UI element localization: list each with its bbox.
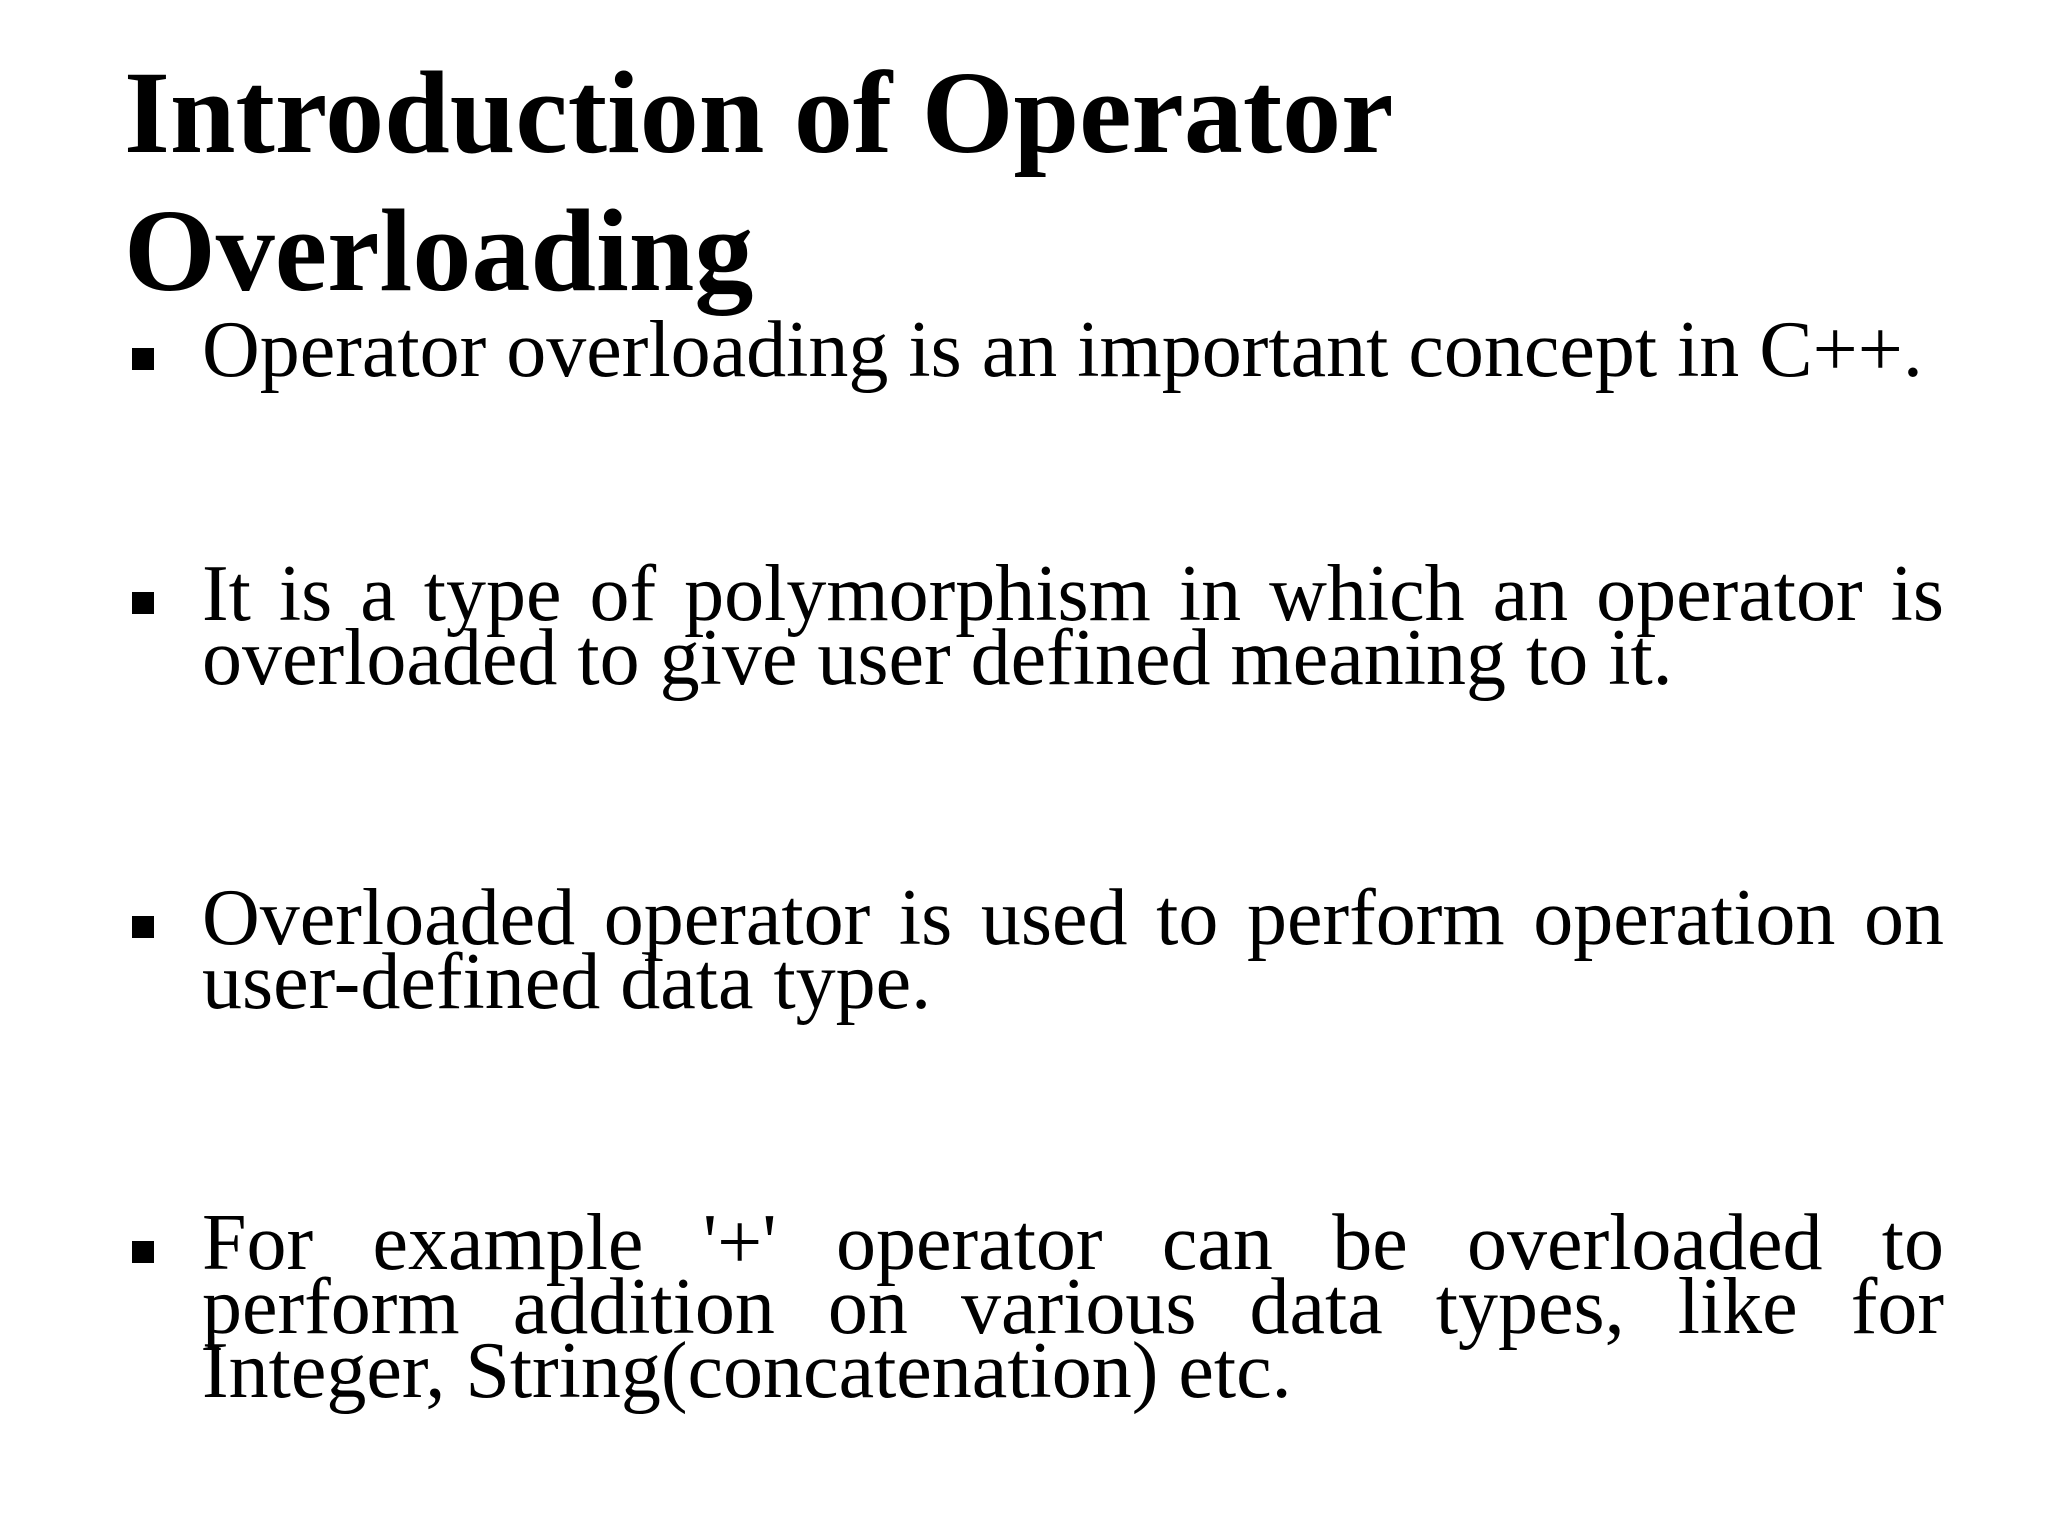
square-bullet-icon [132,592,154,614]
square-bullet-icon [132,348,154,370]
bullet-text-4: For example '+' operator can be overloaded to perform addition on various data types, like for Integer, String(concatenation) etc. [202,1199,1944,1415]
square-bullet-icon [132,916,154,938]
bullet-text-2: It is a type of polymorphism in which an operator is overloaded to give user defined meaning to it. [202,550,1944,702]
slide-title-line1: Introduction of Operator [124,47,1394,178]
slide-title [124,44,1624,320]
bullet-text-1: Operator overloading is an important concept in C++. [202,306,1923,394]
slide-title-line2: Overloading [124,185,754,316]
bullet-text-3: Overloaded operator is used to perform operation on user-defined data type. [202,874,1944,1026]
square-bullet-icon [132,1241,154,1263]
